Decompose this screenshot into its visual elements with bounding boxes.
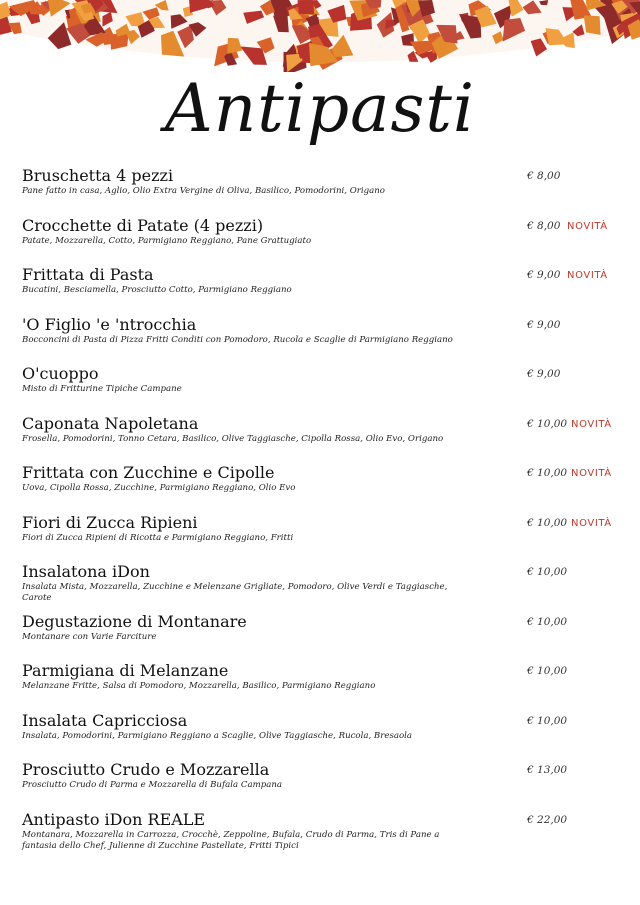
- menu-item-name: Frittata di Pasta: [22, 265, 154, 284]
- menu-item-description: Prosciutto Crudo di Parma e Mozzarella di Bufala Campana: [22, 780, 283, 790]
- menu-item-description: Bocconcini di Pasta di Pizza Fritti Conditi con Pomodoro, Rucola e Scaglie di Parmigiano Reggiano: [22, 334, 453, 345]
- menu-item-price: € 10,00: [527, 516, 568, 529]
- menu-item-price: € 13,00: [527, 764, 568, 776]
- menu-list: [22, 166, 622, 870]
- menu-item-description: Insalata, Pomodorini, Parmigiano Reggiano a Scaglie, Olive Taggiasche, Rucola, Bresaola: [22, 730, 413, 741]
- menu-item: [22, 612, 622, 662]
- menu-item-description: Montanara, Mozzarella in Carrozza, Crocchè, Zeppoline, Bufala, Crudo di Parma, Tris di Pane a fantasia dello Chef, Julienne di Zucchine Pastellate, Fritti Tipici: [22, 829, 440, 851]
- menu-item-description: Montanare con Varie Farciture: [22, 631, 157, 642]
- menu-item-description: Pane fatto in casa, Aglio, Olio Extra Vergine di Oliva, Basilico, Pomodorini, Origano: [22, 186, 385, 196]
- menu-item-description: Frosella, Pomodorini, Tonno Cetara, Basilico, Olive Taggiasche, Cipolla Rossa, Olio Evo, Origano: [22, 433, 444, 444]
- menu-item: [22, 760, 622, 810]
- menu-item: [22, 414, 622, 464]
- menu-item-description: Patate, Mozzarella, Cotto, Parmigiano Reggiano, Pane Grattugiato: [22, 235, 312, 246]
- menu-item-description: Bucatini, Besciamella, Prosciutto Cotto, Parmigiano Reggiano: [22, 285, 292, 295]
- novita-badge: NOVITÀ: [571, 418, 612, 430]
- menu-item-name: Antipasto iDon REALE: [22, 809, 206, 829]
- menu-item-name: Prosciutto Crudo e Mozzarella: [22, 760, 270, 779]
- menu-item: [22, 463, 622, 513]
- menu-item-name: 'O Figlio 'e 'ntrocchia: [22, 314, 197, 334]
- menu-item-description: Uova, Cipolla Rossa, Zucchine, Parmigiano Reggiano, Olio Evo: [22, 483, 296, 493]
- menu-item-price: € 9,00: [527, 269, 561, 281]
- menu-item: [22, 810, 622, 870]
- menu-item: [22, 364, 622, 414]
- mosaic-tile: [298, 0, 315, 14]
- menu-item: [22, 661, 622, 711]
- menu-item-name: Insalata Capricciosa: [22, 710, 188, 730]
- menu-item-name: Degustazione di Montanare: [22, 611, 247, 631]
- mosaic-header-decoration: [0, 0, 640, 72]
- menu-item: [22, 265, 622, 315]
- novita-badge: NOVITÀ: [567, 270, 608, 281]
- menu-item-price: € 10,00: [527, 714, 568, 727]
- menu-item-name: Bruschetta 4 pezzi: [22, 166, 174, 185]
- menu-item-price: € 9,00: [527, 368, 561, 380]
- novita-badge: NOVITÀ: [571, 468, 612, 479]
- menu-item-price: € 10,00: [527, 467, 568, 479]
- menu-item-price: € 8,00: [527, 219, 561, 232]
- menu-item-name: Fiori di Zucca Ripieni: [22, 512, 198, 532]
- menu-item-name: Caponata Napoletana: [22, 413, 199, 433]
- menu-item-description: Insalata Mista, Mozzarella, Zucchine e Melenzane Grigliate, Pomodoro, Olive Verdi e Taggiasche, Carote: [22, 582, 448, 603]
- menu-item: [22, 513, 622, 563]
- menu-item-price: € 9,00: [527, 318, 561, 331]
- menu-item-name: Parmigiana di Melanzane: [22, 661, 229, 680]
- menu-item-name: Insalatona iDon: [22, 562, 150, 581]
- menu-item-price: € 10,00: [527, 665, 568, 677]
- menu-item: [22, 216, 622, 266]
- page-title: Antipasti: [165, 70, 475, 147]
- menu-item-price: € 10,00: [527, 417, 568, 430]
- menu-item-price: € 10,00: [527, 615, 568, 628]
- menu-item-name: O'cuoppo: [22, 364, 99, 383]
- mosaic-tile: [584, 15, 601, 35]
- menu-item-price: € 10,00: [527, 566, 568, 578]
- menu-item: [22, 562, 622, 612]
- menu-item: [22, 315, 622, 365]
- menu-item-description: Fiori di Zucca Ripieni di Ricotta e Parmigiano Reggiano, Fritti: [22, 532, 294, 543]
- menu-item-description: Misto di Fritturine Tipiche Campane: [22, 384, 182, 394]
- menu-item: [22, 166, 622, 216]
- novita-badge: NOVITÀ: [571, 517, 612, 529]
- menu-item-description: Melanzane Fritte, Salsa di Pomodoro, Mozzarella, Basilico, Parmigiano Reggiano: [22, 681, 376, 691]
- menu-item-name: Frittata con Zucchine e Cipolle: [22, 463, 275, 482]
- novita-badge: NOVITÀ: [567, 220, 608, 232]
- menu-item: [22, 711, 622, 761]
- menu-item-name: Crocchette di Patate (4 pezzi): [22, 215, 264, 235]
- menu-item-price: € 8,00: [527, 170, 561, 182]
- menu-item-price: € 22,00: [527, 813, 568, 826]
